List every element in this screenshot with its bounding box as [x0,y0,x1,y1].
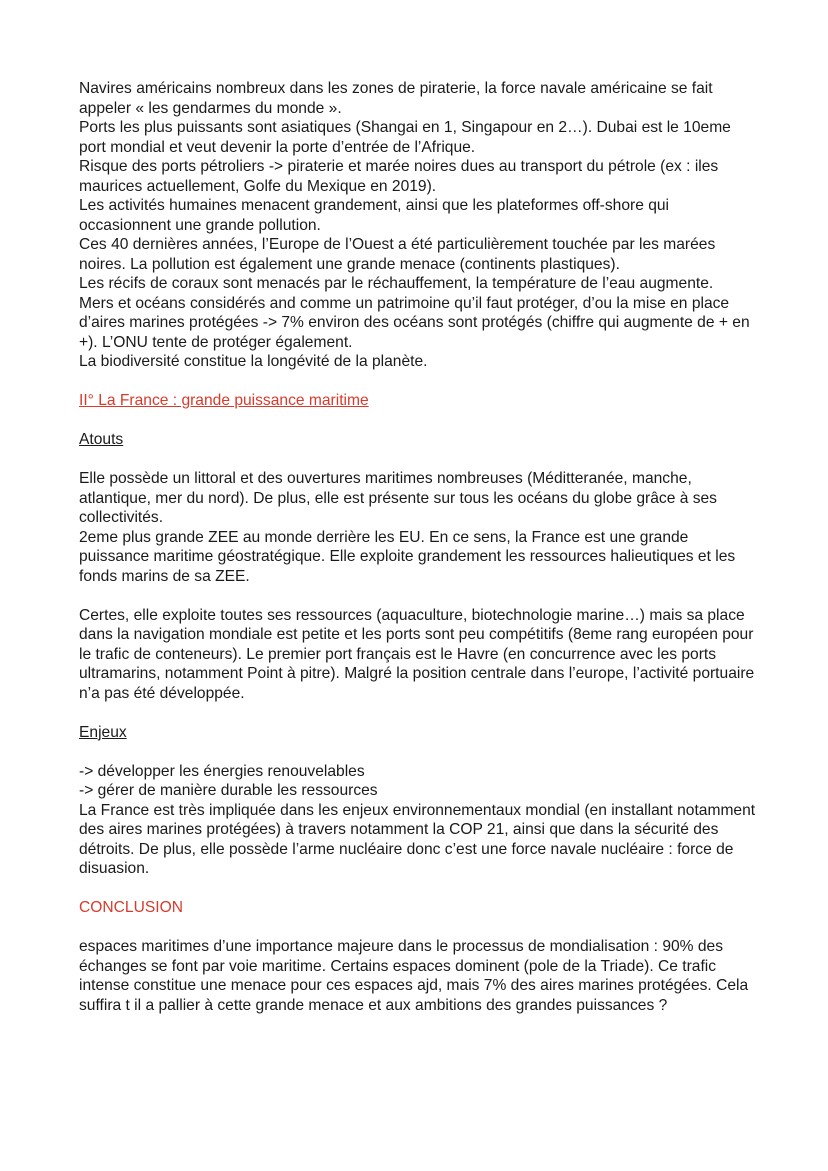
spacer [79,450,759,470]
intro-paragraph-1: Navires américains nombreux dans les zones de piraterie, la force navale américaine se fait appeler « les gendarmes du monde ». [79,80,713,117]
intro-paragraph-3: Risque des ports pétroliers -> piraterie et marée noires dues au transport du pétrole (ex : iles maurices actuellement, Golfe du Mexique en 2019). [79,158,719,195]
enjeux-item-1: -> développer les énergies renouvelables [79,762,365,780]
enjeux-paragraph: La France est très impliquée dans les enjeux environnementaux mondial (en installant notamment des aires marines protégées) à travers notamment la COP 21, ainsi que dans la sécurité des détroits. De plus, elle possède l’arme nucléaire donc c’est une force navale nucléaire : force de disuasion. [79,801,756,877]
spacer [79,879,759,899]
conclusion-title: CONCLUSION [79,899,183,916]
intro-paragraph-5: Ces 40 dernières années, l’Europe de l’Ouest a été particulièrement touchée par les marées noires. La pollution est également une grande menace (continents plastiques). [79,236,716,273]
enjeux-item-2: -> gérer de manière durable les ressources [79,782,378,799]
intro-paragraph-2: Ports les plus puissants sont asiatiques (Shangai en 1, Singapour en 2…). Dubai est le 10eme port mondial et veut devenir la porte d’entrée de l’Afrique. [79,119,731,156]
intro-paragraph-4: Les activités humaines menacent grandement, ainsi que les plateformes off-shore qui occasionnent une grande pollution. [79,197,670,234]
spacer [79,586,759,606]
spacer [79,703,759,723]
atouts-heading: Atouts [79,431,124,448]
spacer [79,918,759,938]
spacer [79,411,759,431]
conclusion-paragraph: espaces maritimes d’une importance majeure dans le processus de mondialisation : 90% des échanges se font par voie maritime. Certains espaces dominent (pole de la Triade). Ce trafic intense constitue une menace pour ces espaces ajd, mais 7% des aires marines protégées. Cela suffira t il a pallier à cette grande menace et aux ambitions des grandes puissances ? [79,938,749,1014]
section-title: II° La France : grande puissance maritime [79,392,369,409]
enjeux-heading: Enjeux [79,723,127,741]
atouts-paragraph-2: 2eme plus grande ZEE au monde derrière les EU. En ce sens, la France est une grande puissance maritime géostratégique. Elle exploite grandement les ressources halieutiques et les fonds marins de sa ZEE. [79,528,736,585]
intro-section [79,79,759,372]
spacer [79,372,759,392]
intro-paragraph-7: Mers et océans considérés and comme un patrimoine qu’il faut protéger, d’ou la mise en place d’aires marines protégées -> 7% environ des océans sont protégés (chiffre qui augmente de + en +). L’ONU tente de protéger également. [79,294,750,351]
atouts-paragraph-3: Certes, elle exploite toutes ses ressources (aquaculture, biotechnologie marine…) mais sa place dans la navigation mondiale est petite et les ports sont peu compétitifs (8eme rang européen pour le trafic de conteneurs). Le premier port français est le Havre (en concurrence avec les ports ultramarins, notamment Point à pitre). Malgré la position centrale dans l’europe, l’activité portuaire n’a pas été développée. [79,606,755,702]
intro-paragraph-6: Les récifs de coraux sont menacés par le réchauffement, la température de l’eau augmente. [79,275,714,292]
atouts-paragraph-1: Elle possède un littoral et des ouvertures maritimes nombreuses (Méditteranée, manche, atlantique, mer du nord). De plus, elle est présente sur tous les océans du globe grâce à ses collectivités. [79,470,717,526]
spacer [79,742,759,762]
intro-paragraph-8: La biodiversité constitue la longévité de la planète. [79,353,428,370]
document-page [79,79,759,1015]
